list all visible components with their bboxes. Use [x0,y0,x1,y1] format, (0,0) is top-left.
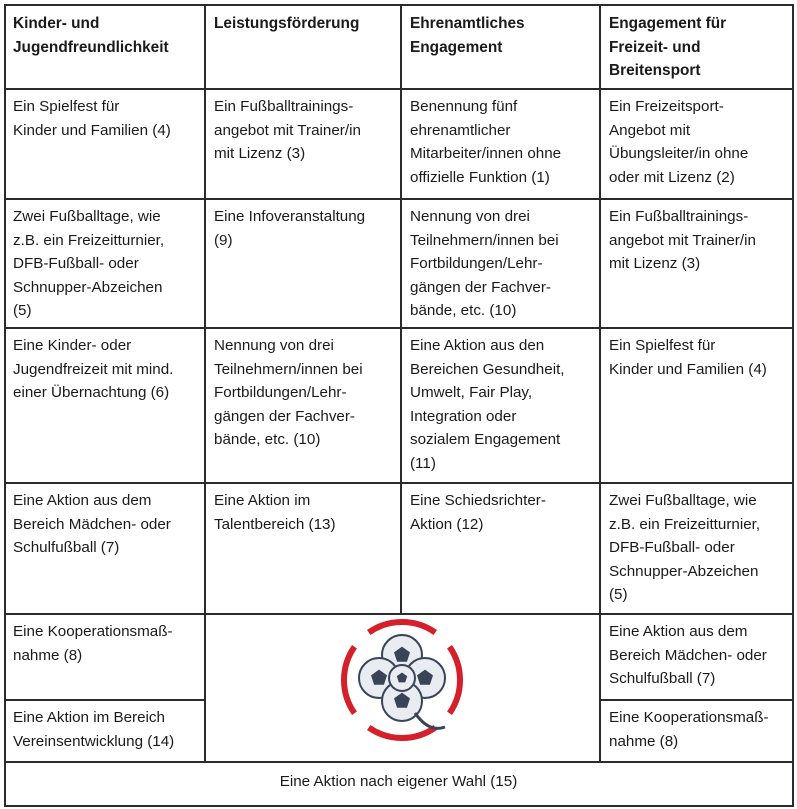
column-divider [599,613,601,762]
cell-text-line: Eine Kinder- oder [13,337,132,354]
table-cell [4,198,205,327]
column-divider [599,4,601,614]
cell-text-line: angebot mit Trainer/in [609,231,756,249]
cell-text-line: einer Übernachtung (6) [13,384,170,402]
cell-text-line: Bereich Mädchen- oder [13,515,171,533]
cell-text-line: mit Lizenz (3) [214,145,306,163]
table-cell [205,327,401,482]
cell-text-line: Eine Aktion im Bereich [13,709,165,726]
cell-text-line: Nennung von drei [214,337,334,354]
cell-text-line: Bereichen Gesundheit, [410,360,565,378]
cell-text-line: DFB-Fußball- oder [13,255,139,273]
cell-text-line: Eine Aktion aus dem [609,623,748,640]
cell-text-line: Freizeit- und [609,38,701,56]
cell-text-line: Fortbildungen/Lehr- [410,255,543,273]
table-cell [600,198,793,327]
cell-text-line: bände, etc. (10) [214,431,321,449]
cell-text-line: Eine Kooperationsmaß- [13,623,173,640]
cell-text-line: (9) [214,231,233,249]
cell-text-line: Integration oder [410,407,517,425]
cell-text-line: Eine Aktion im [214,492,311,509]
table-border-bottom [4,805,794,807]
column-divider [400,4,402,614]
cell-text-line: Ein Freizeitsport- [609,98,724,115]
cell-text-line: Vereinsentwicklung (14) [13,732,175,750]
cell-text-line: Bereich Mädchen- oder [609,646,767,664]
table-cell [401,198,600,327]
table-cell [600,699,793,761]
row-divider [4,88,794,90]
table-cell [4,88,205,198]
cell-text-line: Schulfußball (7) [609,670,716,688]
cell-text-line: Umwelt, Fair Play, [410,384,533,402]
table-border-left [4,4,6,806]
cell-text-line: Teilnehmern/innen bei [410,231,559,249]
table-cell [205,198,401,327]
cell-text-line: Eine Infoveranstaltung [214,208,366,225]
column-header [4,4,205,88]
row-divider [4,198,794,200]
cell-text-line: Ein Spielfest für [13,98,120,115]
table-cell [600,327,793,482]
cell-text-line: DFB-Fußball- oder [609,539,735,557]
cell-text-line: Schulfußball (7) [13,539,120,557]
cell-text-line: Kinder- und [13,15,100,32]
cell-text-line: ehrenamtlicher [410,121,511,139]
table-cell [401,327,600,482]
table-cell [600,482,793,613]
cell-text-line: Eine Schiedsrichter- [410,492,546,509]
cell-text-line: Kinder und Familien (4) [13,121,171,139]
cell-text-line: Ehrenamtliches [410,15,525,32]
cell-text-line: nahme (8) [13,646,83,664]
cell-text-line: Kinder und Familien (4) [609,360,767,378]
cell-text-line: Schnupper-Abzeichen [609,562,759,580]
cell-text-line: Jugendfreundlichkeit [13,38,169,56]
cell-text-line: Ein Spielfest für [609,337,716,354]
cell-text-line: Ein Fußballtrainings- [609,208,749,225]
table-cell [600,613,793,699]
table-cell [600,88,793,198]
cell-text-line: sozialem Engagement [410,431,561,449]
cell-text-line: Aktion (12) [410,515,484,533]
row-divider [4,699,205,701]
cell-text-line: Breitensport [609,62,701,80]
cell-text-line: z.B. ein Freizeitturnier, [13,231,165,249]
football-cloverleaf-logo-icon [337,615,467,745]
table-cell [205,482,401,613]
cell-text-line: (5) [609,586,628,604]
row-divider [4,761,794,763]
table-cell [4,613,205,699]
cell-text-line: mit Lizenz (3) [609,255,701,273]
footer-text: Eine Aktion nach eigener Wahl (15) [279,773,518,790]
column-header [401,4,600,88]
cell-text-line: Fortbildungen/Lehr- [214,384,347,402]
cell-text-line: (11) [410,454,436,472]
cell-text-line: oder mit Lizenz (2) [609,168,735,186]
column-header [205,4,401,88]
cell-text-line: Ein Fußballtrainings- [214,98,354,115]
cell-text-line: Zwei Fußballtage, wie [13,208,161,225]
row-divider [4,4,794,6]
cell-text-line: nahme (8) [609,732,679,750]
table-cell [205,88,401,198]
table-cell [4,699,205,761]
cell-text-line: Engagement [410,38,503,56]
cell-text-line: Übungsleiter/in ohne [609,145,749,163]
table-cell [4,327,205,482]
cell-text-line: gängen der Fachver- [410,278,551,296]
cell-text-line: Angebot mit [609,121,691,139]
cell-text-line: Schnupper-Abzeichen [13,278,163,296]
cell-text-line: Benennung fünf [410,98,518,115]
cell-text-line: offizielle Funktion (1) [410,168,550,186]
table-cell [401,88,600,198]
cell-text-line: Talentbereich (13) [214,515,336,533]
cell-text-line: Leistungsförderung [214,15,360,32]
cell-text-line: bände, etc. (10) [410,302,517,320]
footer-cell [4,761,793,805]
table-cell [4,482,205,613]
cell-text-line: Teilnehmern/innen bei [214,360,363,378]
cell-text-line: Eine Aktion aus dem [13,492,152,509]
cell-text-line: Mitarbeiter/innen ohne [410,145,562,163]
cell-text-line: Nennung von drei [410,208,530,225]
column-header [600,4,793,88]
row-divider [4,327,794,329]
cell-text-line: Jugendfreizeit mit mind. [13,360,174,378]
column-divider [204,4,206,614]
cell-text-line: z.B. ein Freizeitturnier, [609,515,761,533]
cell-text-line: Eine Aktion aus den [410,337,545,354]
cell-text-line: angebot mit Trainer/in [214,121,361,139]
table-border-right [792,4,794,806]
row-divider [4,482,794,484]
row-divider [600,699,794,701]
column-divider [204,613,206,762]
cell-text-line: Engagement für [609,15,727,32]
cell-text-line: gängen der Fachver- [214,407,355,425]
cell-text-line: Zwei Fußballtage, wie [609,492,757,509]
table-cell [401,482,600,613]
cell-text-line: (5) [13,302,32,320]
cell-text-line: Eine Kooperationsmaß- [609,709,769,726]
